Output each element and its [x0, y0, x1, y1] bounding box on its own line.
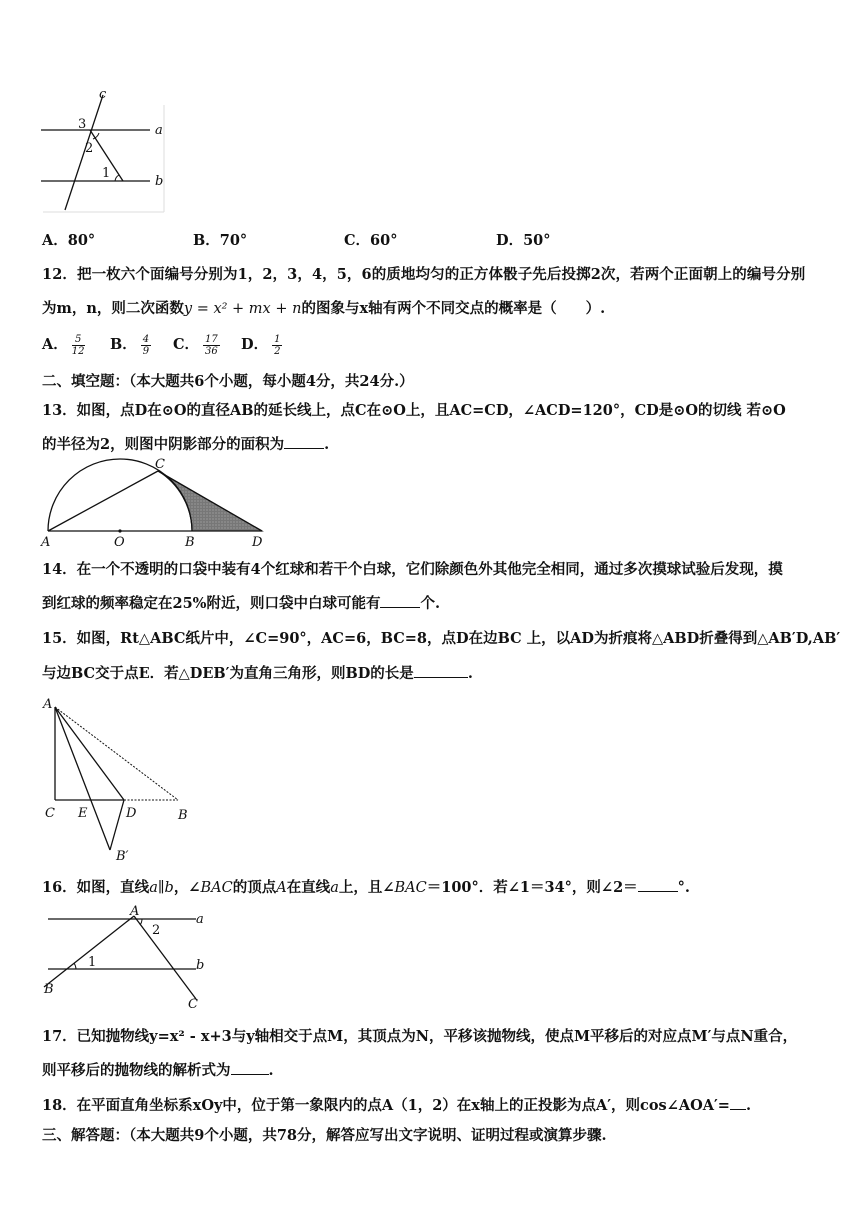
- q12-function: y = x² + mx + n: [183, 301, 302, 317]
- q14-line2-end: 个.: [420, 595, 441, 612]
- q16-t1: 16．如图，直线: [42, 879, 150, 896]
- q11-label-2: 2: [85, 141, 94, 156]
- q15-line2-text: 与边BC交于点E．若△DEB′为直角三角形，则BD的长是: [42, 665, 414, 682]
- q16-t8: a: [330, 880, 339, 896]
- q14-line2: [42, 592, 440, 613]
- q11-figure: [35, 85, 170, 217]
- q13-label-a: A: [41, 535, 51, 550]
- q15-label-c: C: [45, 806, 55, 821]
- q12-choice-c-fraction: [203, 334, 220, 357]
- q12-line2-pre: 为m，n，则二次函数: [42, 300, 184, 317]
- q12-choice-d-den: 2: [274, 345, 281, 357]
- q12-line2-post: 的图象与x轴有两个不同交点的概率是（ ）.: [301, 300, 606, 317]
- q18-line1-text: 18．在平面直角坐标系xOy中，位于第一象限内的点A（1，2）在x轴上的正投影为点A′，则cos∠AOA′=: [42, 1097, 730, 1114]
- q13-label-d: D: [252, 535, 263, 550]
- q12-choice-c-den: 36: [205, 345, 218, 357]
- q12-choice-b: [110, 333, 151, 357]
- q15-label-b: B: [178, 808, 188, 823]
- q11-label-c: c: [99, 87, 107, 102]
- q16-label-a-point: A: [130, 904, 140, 919]
- q15-label-d: D: [126, 806, 137, 821]
- q11-label-3: 3: [78, 117, 87, 132]
- q12-choice-a-den: 12: [71, 345, 85, 357]
- q18-answer-blank[interactable]: [730, 1097, 746, 1110]
- q13-label-b: B: [185, 535, 195, 550]
- q12-choice-d-num: 1: [274, 333, 281, 345]
- q16-line1: [42, 876, 690, 897]
- q16-t9: 上，且∠: [338, 879, 395, 896]
- q14-line2-text: 到红球的频率稳定在25%附近，则口袋中白球可能有: [42, 595, 381, 612]
- q16-t7: 在直线: [286, 879, 331, 896]
- q14-answer-blank[interactable]: [380, 595, 420, 608]
- q12-choice-a-num: 5: [72, 334, 85, 346]
- q17-answer-blank[interactable]: [231, 1062, 269, 1075]
- q16-answer-blank[interactable]: [638, 879, 678, 892]
- q13-line2-end: .: [324, 436, 330, 453]
- q16-t6: A: [276, 880, 287, 896]
- q12-choice-d: [241, 333, 282, 357]
- q15-figure: [38, 695, 198, 865]
- q16-t11: ＝100°．若∠1＝34°，则∠2＝: [426, 879, 638, 896]
- q12-choice-a-label: A．: [42, 336, 68, 353]
- q12-choice-a-fraction: [72, 334, 85, 357]
- q11-choice-d: D．50°: [496, 232, 551, 249]
- q16-label-b-line: b: [196, 958, 205, 973]
- q17-line2-text: 则平移后的抛物线的解析式为: [42, 1062, 231, 1079]
- q16-line1-end: °.: [677, 879, 690, 896]
- q11-choice-b: B．70°: [193, 232, 248, 249]
- q18-line1: [42, 1094, 751, 1115]
- q18-line1-end: .: [745, 1097, 752, 1114]
- q13-label-c: C: [155, 457, 165, 472]
- q13-line1: 13．如图，点D在⊙O的直径AB的延长线上，点C在⊙O上，且AC=CD，∠ACD=120°，CD是⊙O的切线 若⊙O: [42, 402, 786, 419]
- q15-line1: 15．如图，Rt△ABC纸片中，∠C=90°，AC=6，BC=8，点D在边BC 上，以AD为折痕将△ABD折叠得到△AB′D,AB′: [42, 630, 841, 647]
- q12-line1: 12．把一枚六个面编号分别为1，2，3，4，5，6的质地均匀的正方体骰子先后投掷2次，若两个正面朝上的编号分别: [42, 266, 806, 283]
- q16-label-a-line: a: [196, 912, 204, 927]
- q12-choice-c-label: C．: [173, 336, 200, 353]
- q16-label-1: 1: [88, 955, 97, 970]
- q16-t3: ，∠: [173, 879, 201, 896]
- q11-label-b: b: [155, 174, 164, 189]
- q12-choice-d-fraction: [272, 334, 282, 357]
- q11-choice-a: A．80°: [42, 232, 96, 249]
- q16-figure: [38, 903, 218, 1011]
- q15-line2: [42, 662, 473, 683]
- q16-label-2: 2: [152, 923, 161, 938]
- q16-t5: 的顶点: [232, 879, 277, 896]
- q11-choice-c: C．60°: [344, 232, 398, 249]
- q12-choice-d-label: D．: [241, 336, 269, 353]
- q17-line2-end: .: [268, 1062, 274, 1079]
- q17-line1: 17．已知抛物线y=x² - x+3与y轴相交于点M，其顶点为N，平移该抛物线，使点M平移后的对应点M′与点N重合，: [42, 1028, 798, 1045]
- q12-line2: [42, 297, 605, 318]
- q12-choice-b-fraction: [141, 334, 151, 357]
- q12-choice-c-num: 17: [205, 333, 218, 345]
- q14-line1: 14．在一个不透明的口袋中装有4个红球和若干个白球，它们除颜色外其他完全相同，通过多次摸球试验后发现，摸: [42, 561, 783, 578]
- q12-choice-b-label: B．: [110, 336, 137, 353]
- q16-label-c-point: C: [188, 997, 198, 1012]
- q13-answer-blank[interactable]: [284, 436, 324, 449]
- q12-choice-b-num: 4: [142, 333, 150, 345]
- q12-choice-a: [42, 333, 85, 357]
- semicircle: [48, 459, 192, 531]
- q15-label-e: E: [78, 806, 88, 821]
- q15-answer-blank[interactable]: [414, 665, 468, 678]
- q15-line2-end: .: [467, 665, 473, 682]
- q13-figure: [38, 455, 270, 551]
- section-2-heading: 二、填空题：（本大题共6个小题，每小题4分，共24分.）: [42, 373, 414, 390]
- q15-label-bprime: B′: [116, 849, 129, 864]
- q13-label-o: O: [114, 535, 125, 550]
- q11-label-a: a: [155, 123, 163, 138]
- q13-line2-text: 的半径为2，则图中阴影部分的面积为: [42, 436, 285, 453]
- q16-label-b-point: B: [44, 982, 54, 997]
- q16-t4: BAC: [200, 880, 233, 896]
- q12-choice-c: [173, 333, 220, 357]
- section-3-heading: 三、解答题：（本大题共9个小题，共78分，解答应写出文字说明、证明过程或演算步骤.: [42, 1127, 607, 1144]
- q16-t10: BAC: [394, 880, 427, 896]
- q12-choice-b-den: 9: [142, 345, 150, 357]
- q15-label-a: A: [43, 697, 53, 712]
- q16-t2: a∥b: [149, 880, 174, 896]
- q13-line2: [42, 433, 329, 454]
- line-c: [65, 95, 103, 210]
- q11-label-1: 1: [102, 166, 111, 181]
- q17-line2: [42, 1059, 274, 1080]
